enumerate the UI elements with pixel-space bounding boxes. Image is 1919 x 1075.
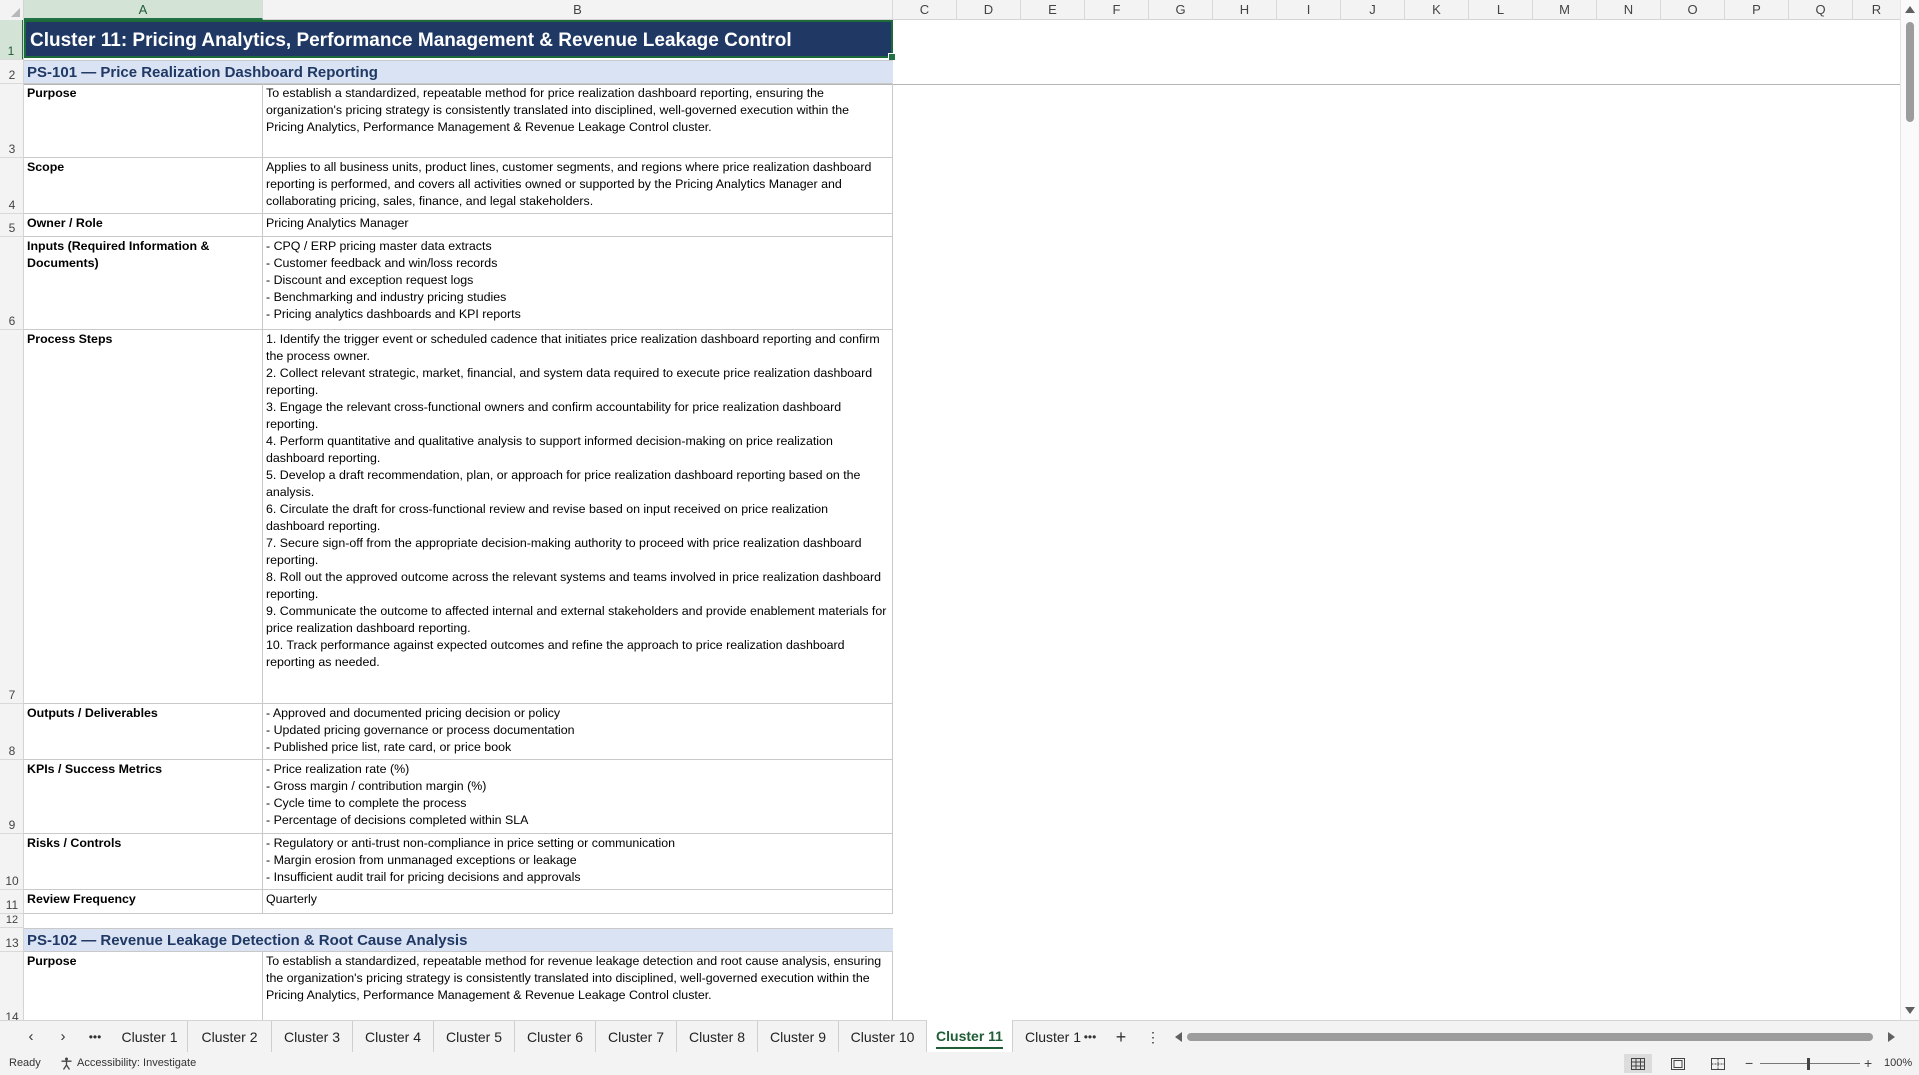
horizontal-scroll-thumb[interactable] [1187, 1033, 1873, 1041]
label-process-steps[interactable]: Process Steps [24, 330, 263, 704]
row-header-2[interactable]: 2 [0, 60, 24, 84]
row-header-4[interactable]: 4 [0, 158, 24, 214]
label-inputs[interactable]: Inputs (Required Information & Documents) [24, 237, 263, 330]
status-bar [0, 1052, 1919, 1075]
sheet-tab-bar [0, 1020, 1919, 1052]
zoom-level[interactable]: 100% [1884, 1057, 1913, 1069]
sheet-tab-cluster-10[interactable]: Cluster 10 [839, 1021, 927, 1053]
row-header-5[interactable]: 5 [0, 214, 24, 237]
column-header-k[interactable]: K [1405, 0, 1469, 20]
label-review-frequency[interactable]: Review Frequency [24, 890, 263, 914]
value-kpis[interactable]: - Price realization rate (%) - Gross margin / contribution margin (%) - Cycle time to complete the process - Percentage of decisions completed within SLA [263, 760, 893, 834]
worksheet-grid[interactable] [24, 20, 1900, 1020]
sheet-tab-cluster-4[interactable]: Cluster 4 [353, 1021, 434, 1053]
accessibility-label: Accessibility: Investigate [77, 1057, 197, 1069]
horizontal-scrollbar[interactable] [1175, 1021, 1895, 1053]
vertical-scrollbar[interactable] [1900, 0, 1919, 1020]
row-header-10[interactable]: 10 [0, 834, 24, 890]
page-layout-icon [1671, 1058, 1685, 1070]
column-header-h[interactable]: H [1213, 0, 1277, 20]
value-process-steps[interactable]: 1. Identify the trigger event or scheduled cadence that initiates price realization dashboard reporting and confirm the process owner. 2. Collect relevant strategic, market, financial, and system data required to execute price realization dashboard reporting. 3. Engage the relevant cross-functional owners and confirm accountability for price realization dashboard reporting. 4. Perform quantitative and qualitative analysis to support informed decision-making on price realization dashboard reporting. 5. Develop a draft recommendation, plan, or approach for price realization dashboard reporting based on the analysis. 6. Circulate the draft for cross-functional review and revise based on input received on price realization dashboard reporting. 7. Secure sign-off from the appropriate decision-making authority to proceed with price realization dashboard reporting. 8. Roll out the approved outcome across the relevant systems and teams involved in price realization dashboard reporting. 9. Communicate the outcome to affected internal and external stakeholders and provide enablement materials for price realization dashboard reporting. 10. Track performance against expected outcomes and refine the approach to price realization dashboard reporting as needed. [263, 330, 893, 704]
column-header-i[interactable]: I [1277, 0, 1341, 20]
sheet-tab-cluster-8[interactable]: Cluster 8 [677, 1021, 758, 1053]
row-header-12[interactable]: 12 [0, 914, 24, 928]
row-header-6[interactable]: 6 [0, 237, 24, 330]
column-header-c[interactable]: C [893, 0, 957, 20]
scroll-down-icon[interactable] [1905, 1007, 1915, 1014]
sheet-tab-cluster-7[interactable]: Cluster 7 [596, 1021, 677, 1053]
row-header-1[interactable]: 1 [0, 20, 24, 60]
column-header-g[interactable]: G [1149, 0, 1213, 20]
label-outputs[interactable]: Outputs / Deliverables [24, 704, 263, 760]
accessibility-status[interactable] [60, 1052, 196, 1075]
section-header-ps101[interactable]: PS-101 — Price Realization Dashboard Reporting [24, 60, 893, 84]
value-scope[interactable]: Applies to all business units, product lines, customer segments, and regions where price realization dashboard reporting is performed, and covers all activities owned or supported by the Pricing Analytics Manager and collaborating pricing, sales, finance, and legal stakeholders. [263, 158, 893, 214]
page-break-icon [1711, 1058, 1725, 1070]
select-all-corner[interactable] [0, 0, 24, 20]
page-break-view-button[interactable] [1704, 1054, 1732, 1073]
title-cell[interactable]: Cluster 11: Pricing Analytics, Performance Management & Revenue Leakage Control [24, 20, 893, 58]
column-header-o[interactable]: O [1661, 0, 1725, 20]
accessibility-icon [60, 1057, 73, 1070]
column-header-m[interactable]: M [1533, 0, 1597, 20]
sheet-tab-cluster-9[interactable]: Cluster 9 [758, 1021, 839, 1053]
add-sheet-button[interactable]: + [1115, 1027, 1127, 1047]
zoom-in-button[interactable]: + [1864, 1055, 1873, 1071]
row-header-9[interactable]: 9 [0, 760, 24, 834]
column-header-n[interactable]: N [1597, 0, 1661, 20]
section-header-ps102[interactable]: PS-102 — Revenue Leakage Detection & Root Cause Analysis [24, 928, 893, 952]
sheet-tab-cluster-3[interactable]: Cluster 3 [272, 1021, 353, 1053]
scroll-left-icon[interactable] [1175, 1032, 1182, 1042]
row-header-7[interactable]: 7 [0, 330, 24, 704]
label-scope[interactable]: Scope [24, 158, 263, 214]
column-header-j[interactable]: J [1341, 0, 1405, 20]
row-header-14[interactable]: 14 [0, 952, 24, 1020]
label-risks[interactable]: Risks / Controls [24, 834, 263, 890]
sheet-tab-cluster-5[interactable]: Cluster 5 [434, 1021, 515, 1053]
value-outputs[interactable]: - Approved and documented pricing decision or policy - Updated pricing governance or process documentation - Published price list, rate card, or price book [263, 704, 893, 760]
column-header-q[interactable]: Q [1789, 0, 1853, 20]
value-inputs[interactable]: - CPQ / ERP pricing master data extracts - Customer feedback and win/loss records - Discount and exception request logs - Benchmarking and industry pricing studies - Pricing analytics dashboards and KPI reports [263, 237, 893, 330]
column-header-a[interactable]: A [24, 0, 263, 20]
row-header-8[interactable]: 8 [0, 704, 24, 760]
status-ready: Ready [9, 1057, 41, 1069]
sheet-tab-cluster-1-truncated[interactable]: Cluster 1 [1024, 1029, 1082, 1045]
prev-sheet-button[interactable]: ‹ [28, 1028, 34, 1045]
sheet-options-button[interactable]: ⋮ [1146, 1029, 1160, 1045]
value-purpose-ps102[interactable]: To establish a standardized, repeatable method for revenue leakage detection and root cause analysis, ensuring the organization's pricing strategy is consistently translated into disciplined, well-governed execution within the Pricing Analytics, Performance Management & Revenue Leakage Control cluster. [263, 952, 893, 1020]
row-header-bar [0, 20, 24, 1020]
column-header-bar [0, 0, 1900, 20]
scroll-right-icon[interactable] [1888, 1032, 1895, 1042]
row-header-13[interactable]: 13 [0, 928, 24, 952]
column-header-b[interactable]: B [263, 0, 893, 20]
scroll-up-icon[interactable] [1905, 6, 1915, 13]
next-sheet-button[interactable]: › [60, 1028, 66, 1045]
value-purpose[interactable]: To establish a standardized, repeatable method for price realization dashboard reporting, ensuring the organization's pricing strategy is consistently translated into disciplined, well-governed execution within the Pricing Analytics, Performance Management & Revenue Leakage Control cluster. [263, 84, 893, 158]
page-layout-view-button[interactable] [1664, 1054, 1692, 1073]
label-owner[interactable]: Owner / Role [24, 214, 263, 237]
row-header-3[interactable]: 3 [0, 84, 24, 158]
column-header-e[interactable]: E [1021, 0, 1085, 20]
value-owner[interactable]: Pricing Analytics Manager [263, 214, 893, 237]
label-kpis[interactable]: KPIs / Success Metrics [24, 760, 263, 834]
zoom-slider[interactable] [1760, 1063, 1860, 1064]
value-risks[interactable]: - Regulatory or anti-trust non-compliance in price setting or communication - Margin erosion from unmanaged exceptions or leakage - Insufficient audit trail for pricing decisions and approvals [263, 834, 893, 890]
grid-view-icon [1631, 1058, 1645, 1070]
column-header-l[interactable]: L [1469, 0, 1533, 20]
column-header-d[interactable]: D [957, 0, 1021, 20]
column-header-p[interactable]: P [1725, 0, 1789, 20]
vertical-scroll-thumb[interactable] [1906, 22, 1914, 122]
label-purpose-ps102[interactable]: Purpose [24, 952, 263, 1020]
row-header-11[interactable]: 11 [0, 890, 24, 914]
sheet-tab-cluster-1[interactable]: Cluster 1 [112, 1021, 188, 1053]
more-sheets-left-button[interactable]: ••• [88, 1030, 102, 1044]
zoom-slider-thumb[interactable] [1807, 1058, 1810, 1070]
zoom-out-button[interactable]: − [1745, 1055, 1754, 1071]
column-header-r[interactable]: R [1871, 2, 1882, 17]
normal-view-button[interactable] [1624, 1054, 1652, 1073]
active-tab-label: Cluster 11 [936, 1025, 1003, 1049]
sheet-tab-cluster-2[interactable]: Cluster 2 [188, 1021, 272, 1053]
sheet-tab-cluster-11[interactable] [927, 1020, 1013, 1053]
column-header-f[interactable]: F [1085, 0, 1149, 20]
value-review-frequency[interactable]: Quarterly [263, 890, 893, 914]
more-sheets-right-button[interactable]: ••• [1083, 1030, 1097, 1044]
sheet-tab-cluster-6[interactable]: Cluster 6 [515, 1021, 596, 1053]
label-purpose[interactable]: Purpose [24, 84, 263, 158]
